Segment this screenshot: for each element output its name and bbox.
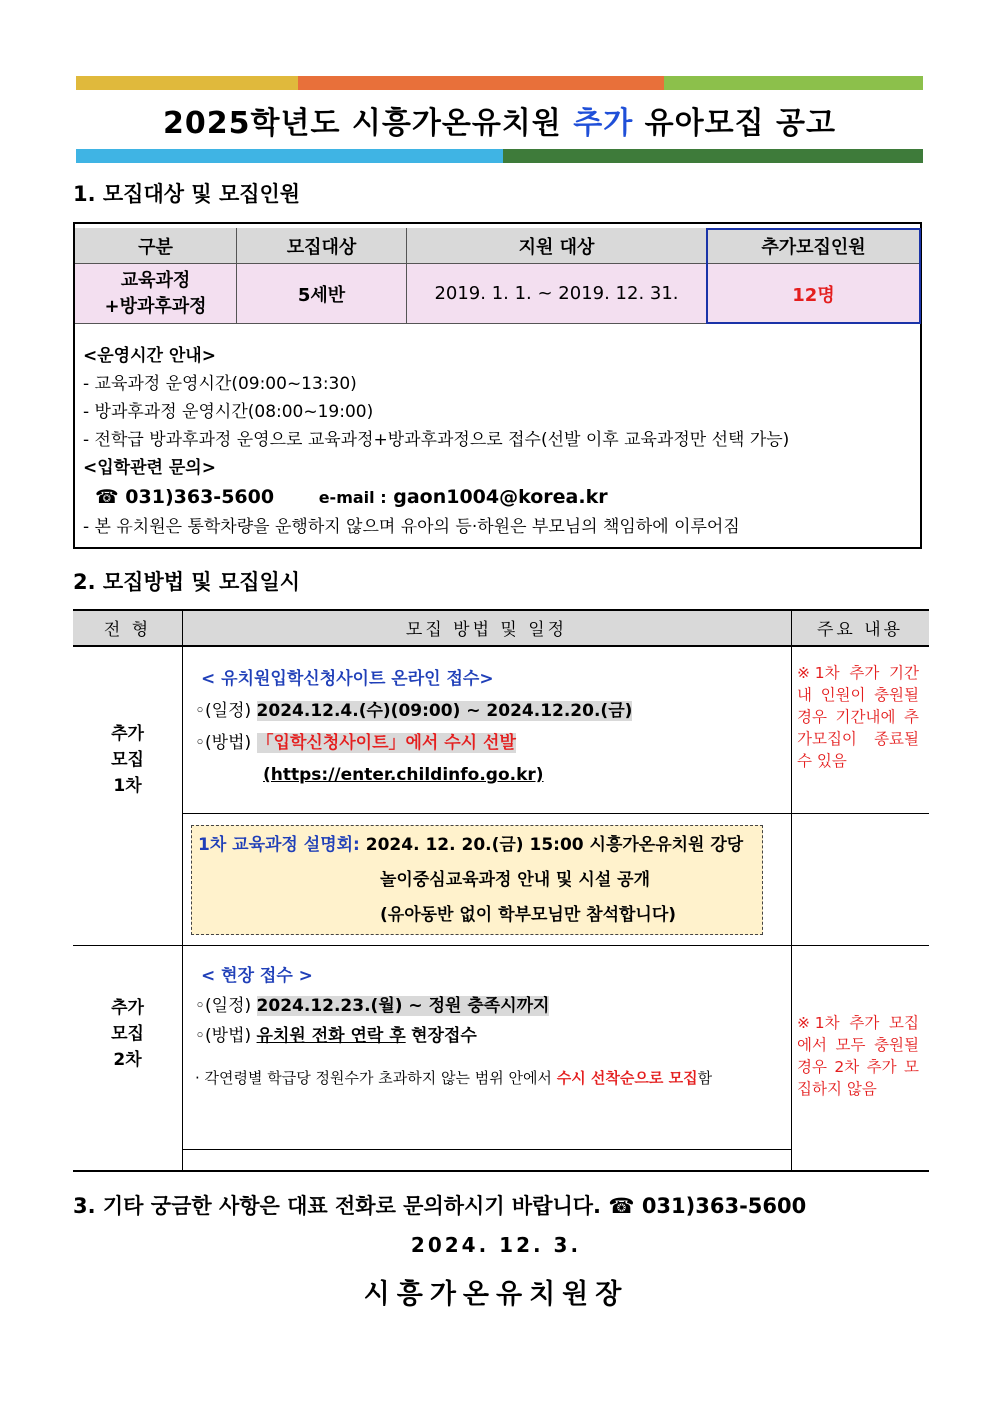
bottom-bar-blue [76, 149, 503, 163]
round2-rule [195, 1063, 785, 1093]
round2-stage [73, 995, 182, 1073]
transport-notice: - 본 유치원은 통학차량을 운행하지 않으며 유아의 등·하원은 부모님의 책임하에 이루어짐 [83, 517, 740, 537]
hours-title: <운영시간 안내> [83, 346, 216, 366]
method-label: ◦(방법) [195, 1026, 252, 1046]
round2-stage-line1: 추가 [111, 998, 144, 1018]
header-category: 구분 [75, 228, 237, 264]
round1-stage-line3: 1차 [113, 776, 142, 796]
inquiry-title: <입학관련 문의> [83, 458, 216, 478]
rule-suffix: 함 [697, 1069, 713, 1087]
header-notes: 주요 내용 [816, 620, 904, 640]
schedule-label: ◦(일정) [195, 996, 252, 1016]
onsite-title: < 현장 접수 > [201, 966, 313, 986]
bottom-bar-green [503, 149, 923, 163]
header-method: 모집 방법 및 일정 [405, 620, 568, 640]
header-target: 모집대상 [237, 228, 407, 264]
top-bar-yellow [76, 76, 298, 90]
online-title: < 유치원입학신청사이트 온라인 접수> [201, 669, 494, 689]
signature: 시흥가온유치원장 [363, 1279, 629, 1310]
round2-method-underlined: 유치원 전화 연락 후 [256, 1026, 406, 1046]
round1-stage-line2: 모집 [111, 750, 144, 770]
rule-prefix: · 각연령별 학급당 정원수가 초과하지 않는 범위 안에서 [195, 1069, 552, 1087]
round1-schedule [195, 695, 785, 727]
header-stage: 전 형 [103, 620, 152, 640]
briefing-lead: 1차 교육과정 설명회: [198, 835, 360, 855]
category-cell [75, 264, 237, 324]
round2-stage-line3: 2차 [113, 1050, 142, 1070]
round1-content [195, 663, 785, 791]
target-cell: 5세반 [237, 264, 407, 324]
round2-content [195, 961, 785, 1093]
round2-method-tail: 현장접수 [411, 1026, 477, 1046]
round2-stage-line2: 모집 [111, 1024, 144, 1044]
email-label: e-mail : [318, 488, 387, 507]
notice-date: 2024. 12. 3. [410, 1233, 582, 1257]
round1-schedule-value: 2024.12.4.(수)(09:00) ~ 2024.12.20.(금) [256, 701, 633, 721]
section2-heading: 2. 모집방법 및 모집일시 [73, 570, 301, 594]
header-birth-range: 지원 대상 [407, 228, 707, 264]
round2-note: ※1차 추가 모집에서 모두 충원될 경우 2차 추가 모집하지 않음 [797, 1014, 919, 1098]
schedule-label: ◦(일정) [195, 701, 252, 721]
recruitment-method-table [73, 609, 929, 1172]
round1-method [195, 727, 785, 759]
top-bar-orange [298, 76, 664, 90]
application-site-link[interactable]: (https://enter.childinfo.go.kr) [263, 765, 544, 785]
top-bar-green [664, 76, 923, 90]
round2-schedule-value: 2024.12.23.(월) ~ 정원 충족시까지 [256, 996, 550, 1016]
contact-footer: 3. 기타 궁금한 사항은 대표 전화로 문의하시기 바랍니다. ☎ 031)363-5600 [73, 1194, 807, 1218]
round1-note: ※1차 추가 기간 내 인원이 충원될 경우 기간내에 추가모집이 종료될 수 있음 [797, 664, 919, 770]
count-cell: 12명 [707, 264, 920, 324]
round1-stage-line1: 추가 [111, 724, 144, 744]
category-line2: +방과후과정 [104, 295, 207, 317]
page-title: 2025학년도 시흥가온유치원 추가 유아모집 공고 [163, 106, 836, 141]
recruitment-target-table [73, 222, 922, 549]
hours-line-1: - 교육과정 운영시간(09:00~13:30) [83, 374, 357, 394]
briefing-line2: 놀이중심교육과정 안내 및 시설 공개 [380, 870, 651, 890]
header-count: 추가모집인원 [707, 228, 920, 264]
briefing-box [191, 825, 763, 935]
briefing-line1 [198, 828, 762, 863]
contact-line [83, 482, 913, 513]
round1-stage [73, 721, 182, 799]
round2-method [195, 1021, 785, 1051]
hours-line-2: - 방과후과정 운영시간(08:00~19:00) [83, 402, 374, 422]
hours-line-3: - 전학급 방과후과정 운영으로 교육과정+방과후과정으로 접수(선발 이후 교육과정만 선택 가능) [83, 430, 790, 450]
operation-info [83, 342, 913, 541]
phone-number[interactable]: 031)363-5600 [125, 486, 275, 508]
section1-heading: 1. 모집대상 및 모집인원 [73, 182, 301, 206]
briefing-line3: (유아동반 없이 학부모님만 참석합니다) [380, 905, 677, 925]
round1-method-value: 「입학신청사이트」에서 수시 선발 [256, 733, 516, 753]
method-label: ◦(방법) [195, 733, 252, 753]
email-address[interactable]: gaon1004@korea.kr [393, 486, 608, 508]
period-cell: 2019. 1. 1. ~ 2019. 12. 31. [407, 264, 707, 324]
phone-icon: ☎ [95, 486, 119, 508]
rule-highlight: 수시 선착순으로 모집 [556, 1069, 698, 1087]
briefing-datetime: 2024. 12. 20.(금) 15:00 시흥가온유치원 강당 [365, 835, 744, 855]
category-line1: 교육과정 [120, 269, 191, 291]
round2-schedule [195, 991, 785, 1021]
